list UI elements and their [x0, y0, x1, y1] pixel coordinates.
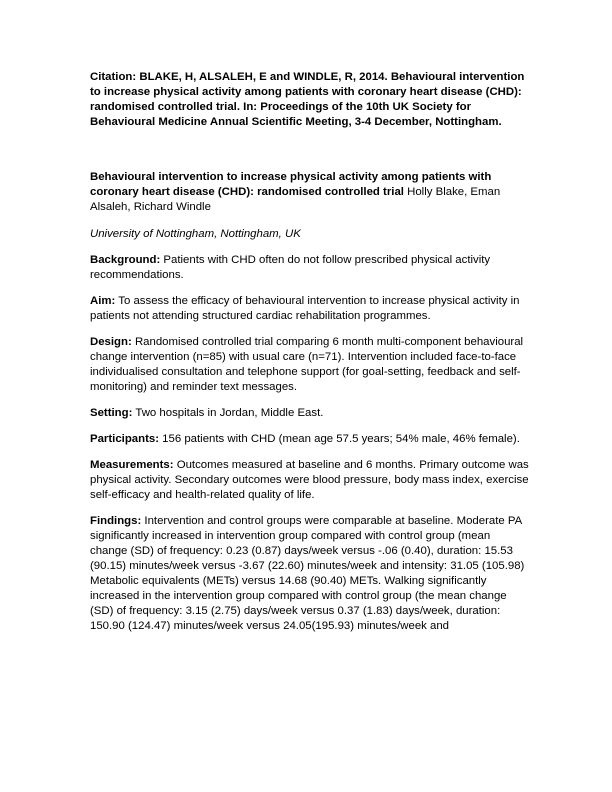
section-design: [90, 335, 530, 395]
section-text: Intervention and control groups were comparable at baseline. Moderate PA significantly increased in intervention group compared with control group (mean change (SD) of frequency: 0.23 (0.87) days/week versus -.06 (0.40), duration: 15.53 (90.15) minutes/week versus -3.67 (22.60) minutes/week and intensity: 31.05 (105.98) Metabolic equivalents (METs) versus 14.68 (90.40) METs. Walking significantly increased in the intervention group compared with control group (the mean change (SD) of frequency: 3.15 (2.75) days/week versus 0.37 (1.83) days/week, duration: 150.90 (124.47) minutes/week versus 24.05(195.93) minutes/week and: [90, 515, 525, 632]
abstract-title: Behavioural intervention to increase physical activity among patients with coronary heart disease (CHD): randomised controlled trial: [90, 171, 492, 198]
section-background: [90, 253, 530, 283]
section-label: Participants:: [90, 433, 159, 445]
section-text: Patients with CHD often do not follow prescribed physical activity recommendations.: [90, 254, 491, 281]
abstract-authors: Holly Blake, Eman Alsaleh, Richard Windle: [90, 186, 501, 213]
section-measurements: [90, 458, 530, 503]
section-text: Randomised controlled trial comparing 6 month multi-component behavioural change intervention (n=85) with usual care (n=71). Intervention included face-to-face individualised consultation and telephone support (for goal-setting, feedback and self-monitoring) and reminder text messages.: [90, 336, 524, 393]
section-text: 156 patients with CHD (mean age 57.5 years; 54% male, 46% female).: [159, 433, 520, 445]
section-setting: [90, 406, 530, 421]
section-label: Background:: [90, 254, 161, 266]
citation: Citation: BLAKE, H, ALSALEH, E and WINDLE, R, 2014. Behavioural intervention to increase physical activity among patients with coronary heart disease (CHD): randomised controlled trial. In: Proceedings of the 10th UK Society for Behavioural Medicine Annual Scientific Meeting, 3-4 December, Nottingham.: [90, 71, 525, 128]
section-label: Design:: [90, 336, 132, 348]
section-label: Measurements:: [90, 459, 174, 471]
abstract-heading: [90, 170, 530, 215]
section-findings: [90, 514, 530, 634]
section-participants: [90, 432, 530, 447]
section-aim: [90, 294, 530, 324]
section-text: Outcomes measured at baseline and 6 months. Primary outcome was physical activity. Secondary outcomes were blood pressure, body mass index, exercise self-efficacy and health-related quality of life.: [90, 459, 529, 501]
document-page: [90, 70, 530, 634]
affiliation: University of Nottingham, Nottingham, UK: [90, 228, 301, 240]
section-label: Aim:: [90, 295, 116, 307]
section-text: Two hospitals in Jordan, Middle East.: [132, 407, 324, 419]
section-label: Setting:: [90, 407, 133, 419]
section-text: To assess the efficacy of behavioural intervention to increase physical activity in patients not attending structured cardiac rehabilitation programmes.: [90, 295, 520, 322]
section-label: Findings:: [90, 515, 142, 527]
